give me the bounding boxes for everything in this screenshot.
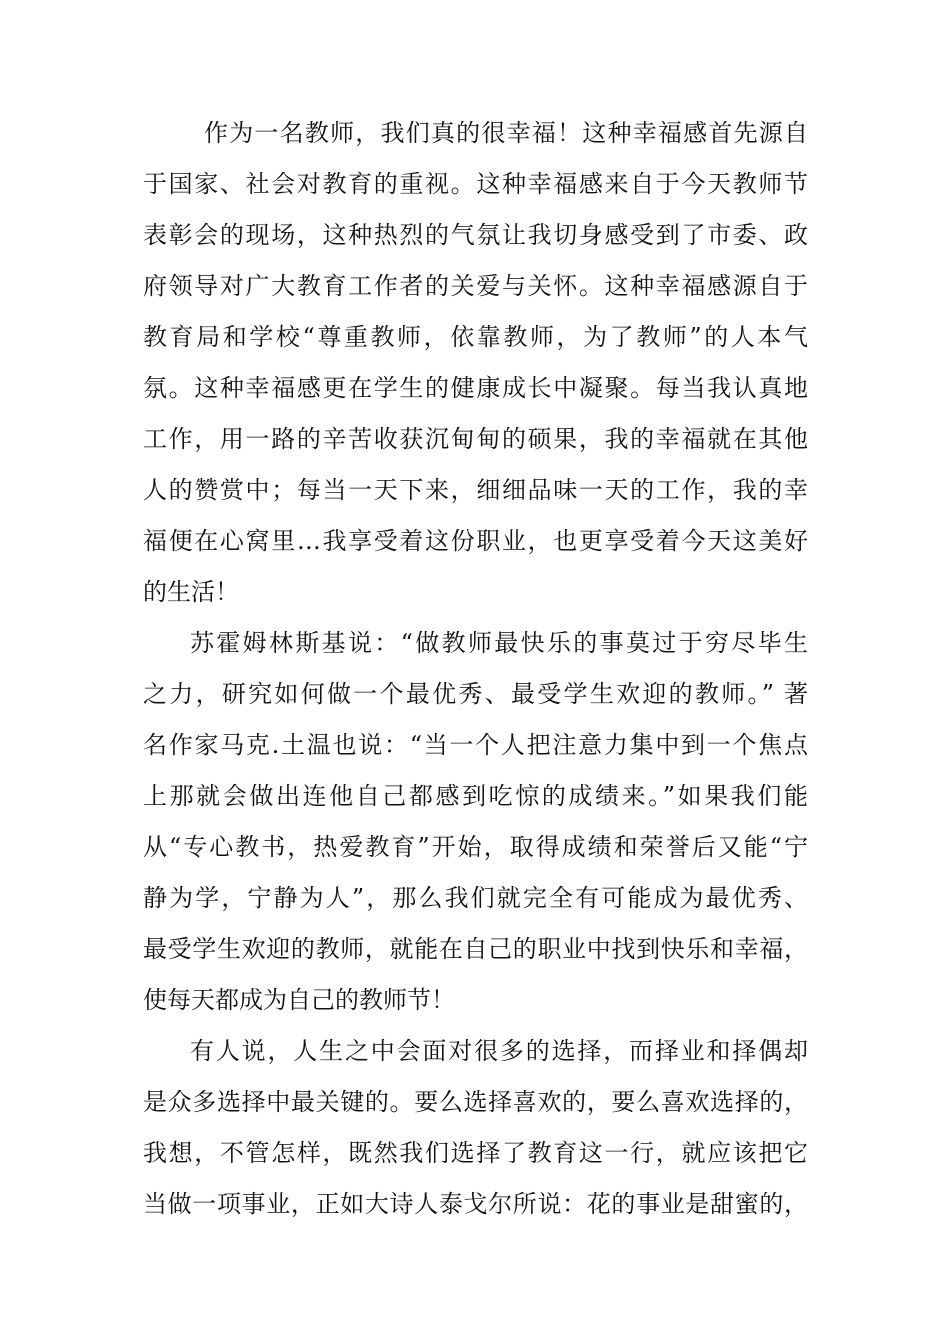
- paragraph-1-line-5: 教育局和学校“尊重教师，依靠教师，为了教师”的人本气: [143, 323, 808, 351]
- paragraph-1-line-4: 府领导对广大教育工作者的关爱与关怀。这种幸福感源自于: [143, 272, 808, 300]
- paragraph-2-line-3: 名作家马克.土温也说：“当一个人把注意力集中到一个焦点: [143, 731, 808, 759]
- paragraph-2-line-8: 使每天都成为自己的教师节！: [143, 986, 455, 1014]
- paragraph-2-line-6: 静为学，宁静为人”，那么我们就完全有可能成为最优秀、: [143, 884, 808, 912]
- paragraph-1-line-8: 人的赞赏中；每当一天下来，细细品味一天的工作，我的幸: [143, 476, 808, 504]
- paragraph-2-line-2: 之力，研究如何做一个最优秀、最受学生欢迎的教师。” 著: [143, 680, 808, 708]
- paragraph-1-line-2: 于国家、社会对教育的重视。这种幸福感来自于今天教师节: [143, 170, 808, 198]
- paragraph-1-line-7: 工作，用一路的辛苦收获沉甸甸的硕果，我的幸福就在其他: [143, 425, 808, 453]
- paragraph-3-line-1: 有人说，人生之中会面对很多的选择，而择业和择偶却: [190, 1037, 808, 1065]
- paragraph-1-line-6: 氛。这种幸福感更在学生的健康成长中凝聚。每当我认真地: [143, 374, 808, 402]
- paragraph-2-line-7: 最受学生欢迎的教师，就能在自己的职业中找到快乐和幸福，: [143, 935, 808, 963]
- paragraph-1-line-9: 福便在心窝里…我享受着这份职业，也更享受着今天这美好: [143, 527, 808, 555]
- paragraph-3-line-3: 我想，不管怎样，既然我们选择了教育这一行，就应该把它: [143, 1139, 808, 1167]
- paragraph-2-line-1: 苏霍姆林斯基说：“做教师最快乐的事莫过于穷尽毕生: [190, 629, 808, 657]
- paragraph-3-line-2: 是众多选择中最关键的。要么选择喜欢的，要么喜欢选择的，: [143, 1088, 808, 1116]
- paragraph-1-line-3: 表彰会的现场，这种热烈的气氛让我切身感受到了市委、政: [143, 221, 808, 249]
- paragraph-1-line-1: 作为一名教师，我们真的很幸福！这种幸福感首先源自: [204, 119, 808, 147]
- paragraph-1-line-10: 的生活！: [143, 578, 239, 606]
- paragraph-3-line-4: 当做一项事业，正如大诗人泰戈尔所说：花的事业是甜蜜的，: [143, 1190, 808, 1218]
- paragraph-2-line-5: 从“专心教书，热爱教育”开始，取得成绩和荣誉后又能“宁: [143, 833, 808, 861]
- paragraph-2-line-4: 上那就会做出连他自己都感到吃惊的成绩来。”如果我们能: [143, 782, 808, 810]
